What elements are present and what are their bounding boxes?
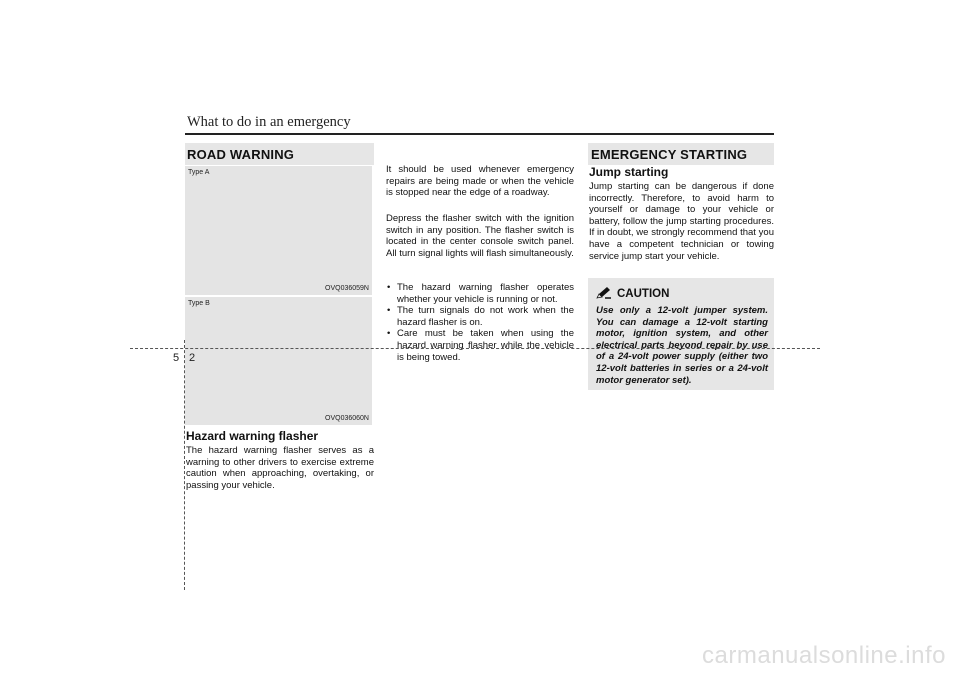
road-warning-title: ROAD WARNING <box>187 147 295 162</box>
caution-label: CAUTION <box>617 288 670 300</box>
page-header-title: What to do in an emergency <box>187 114 351 130</box>
hazard-paragraph: The hazard warning flasher serves as a warning to other drivers to exercise extreme caution when approaching, overtaking, or passing your vehicle. <box>186 445 374 491</box>
caution-box <box>588 278 774 390</box>
emergency-starting-title: EMERGENCY STARTING <box>591 147 748 162</box>
list-item: • Care must be taken when using the hazard warning flasher while the vehicle is being towed. <box>386 328 574 363</box>
footer-rule <box>130 348 820 349</box>
pencil-caution-icon <box>596 287 612 302</box>
caution-text: Use only a 12-volt jumper system. You can damage a 12-volt starting motor, ignition system, and other electrical parts beyond repair by use of a 24-volt power supply (either two 12-volt batteries in series or a 24-volt motor generator set). <box>596 305 768 386</box>
list-item: • The turn signals do not work when the hazard flasher is on. <box>386 305 574 328</box>
figure-type-a-label: Type A <box>188 169 210 176</box>
usage-paragraph: It should be used whenever emergency repairs are being made or when the vehicle is stopped near the edge of a roadway. <box>386 164 574 199</box>
header-rule <box>185 133 774 135</box>
footer-vertical-rule <box>184 340 185 590</box>
watermark: carmanualsonline.info <box>702 642 946 669</box>
chapter-number: 5 <box>173 352 180 364</box>
figure-type-a-code: OVQ036059N <box>325 285 369 292</box>
figure-type-b <box>185 297 372 425</box>
page-number: 2 <box>189 352 196 364</box>
figure-type-a <box>185 166 372 295</box>
jump-starting-heading: Jump starting <box>589 165 669 179</box>
jump-starting-paragraph: Jump starting can be dangerous if done incorrectly. Therefore, to avoid harm to yourself or damage to your vehicle or battery, follow the jump starting procedures. If in doubt, we strongly recommend that you have a competent technician or towing service jump start your vehicle. <box>589 181 774 262</box>
list-item: • The hazard warning flasher operates whether your vehicle is running or not. <box>386 282 574 305</box>
caution-header <box>596 287 669 302</box>
hazard-bullet-list <box>386 282 574 363</box>
switch-paragraph: Depress the flasher switch with the ignition switch in any position. The flasher switch is located in the center console switch panel. All turn signal lights will flash simultaneously. <box>386 213 574 259</box>
figure-type-b-label: Type B <box>188 300 210 307</box>
hazard-heading: Hazard warning flasher <box>186 429 319 443</box>
figure-type-b-code: OVQ036060N <box>325 415 369 422</box>
